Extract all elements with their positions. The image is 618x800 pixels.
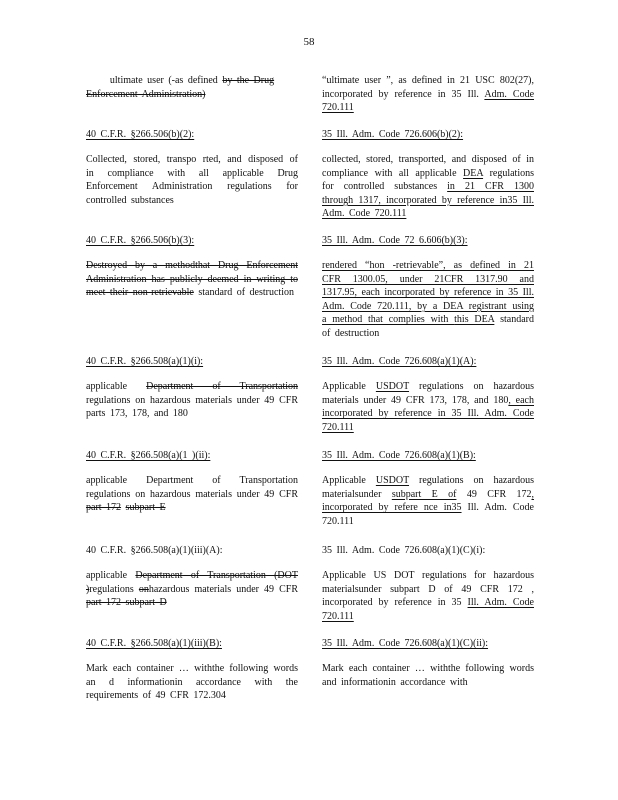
row-3-left-heading: 40 C.F.R. §266.508(a)(1)(i): bbox=[86, 356, 204, 367]
text-segment: Applicable bbox=[322, 475, 376, 486]
row-2-left-text bbox=[86, 259, 298, 300]
row-1-right-heading: 35 Ill. Adm. Code 726.606(b)(2): bbox=[322, 129, 464, 140]
row-2-right-heading: 35 Ill. Adm. Code 72 6.606(b)(3): bbox=[322, 235, 468, 246]
inserted-text: Ill. Adm. Code 720.111 bbox=[322, 597, 534, 622]
row-6-right-heading: 35 Ill. Adm. Code 726.608(a)(1)(C)(ii): bbox=[322, 638, 489, 649]
inserted-text: subpart E of bbox=[391, 488, 457, 500]
deleted-text: Destroyed by a methodthat Drug Enforcement Administration has publicly deemed in writing to meet their non-retrievable bbox=[86, 260, 298, 298]
deleted-text: subpart E bbox=[125, 502, 166, 513]
deleted-text: Department of Transportation (DOT ) bbox=[86, 570, 298, 595]
row-4-right-heading: 35 Ill. Adm. Code 726.608(a)(1)(B): bbox=[322, 450, 476, 461]
inserted-text: Adm. Code 720.111 bbox=[322, 88, 535, 113]
inserted-text: this DEA bbox=[454, 314, 495, 325]
text-segment: Mark each container … withthe following words an d informationin accordance with the requirements of 49 CFR 172.304 bbox=[86, 663, 298, 701]
text-segment: regulations on hazardous materials under 49 CFR parts 173, 178, and 180 bbox=[86, 394, 298, 419]
row-2-right-text bbox=[322, 259, 534, 340]
text-segment: “ultimate user ”, as defined in 21 USC 802(27), incorporated by reference in 35 Ill. bbox=[322, 75, 534, 100]
text-segment: applicable bbox=[86, 381, 147, 392]
text-segment: Collected, stored, transpo rted, and disposed of in compliance with all applicable Drug Enforcement Administration regulations for controlled substances bbox=[86, 154, 298, 206]
row-6-left-heading: 40 C.F.R. §266.508(a)(1)(iii)(B): bbox=[86, 638, 222, 649]
text-segment: Applicable US DOT regulations for hazardous materialsunder subpart D of 49 CFR 172 , incorporated by reference in 35 bbox=[322, 570, 534, 608]
inserted-text: , each incorporated by reference in 35 Ill. Adm. Code 720.111 bbox=[322, 394, 534, 433]
row-5-right-text bbox=[322, 569, 534, 623]
row-1-right-text bbox=[322, 153, 534, 221]
row-5-left-heading: 40 C.F.R. §266.508(a)(1)(iii)(A): bbox=[86, 545, 223, 556]
deleted-text: by the Drug Enforcement Administration) bbox=[86, 75, 275, 100]
row-5-left-text bbox=[86, 569, 298, 610]
inserted-text: rendered “hon -retrievable”, as defined in 21 CFR 1300.05, under 21CFR 1317.90 and 1317.95, each incorporated by reference in 35 Ill. Adm. Code 720.111, by a DEA registrant using a method that complies with bbox=[322, 260, 534, 325]
deleted-text: Department of Transportation bbox=[146, 381, 299, 392]
row-2-left-heading: 40 C.F.R. §266.506(b)(3): bbox=[86, 235, 195, 246]
inserted-text: DEA bbox=[463, 167, 484, 179]
text-segment: collected, stored, transported, and disposed of in compliance with all applicable bbox=[322, 154, 534, 179]
row-5-right-heading: 35 Ill. Adm. Code 726.608(a)(1)(C)(i): bbox=[322, 545, 486, 556]
text-segment: Applicable bbox=[322, 381, 376, 392]
row-0-left-text bbox=[86, 74, 298, 101]
row-3-right-text bbox=[322, 380, 534, 434]
text-segment: Mark each container … withthe following words and informationin accordance with bbox=[322, 663, 534, 688]
text-segment: standard of destruction bbox=[322, 314, 534, 339]
inserted-text: in 21 CFR 1300 through 1317, incorporated by reference in35 Ill. Adm. Code 720.111 bbox=[322, 181, 534, 219]
row-1-left-heading: 40 C.F.R. §266.506(b)(2): bbox=[86, 129, 195, 140]
row-4-left-text bbox=[86, 474, 298, 515]
row-3-right-heading: 35 Ill. Adm. Code 726.608(a)(1)(A): bbox=[322, 356, 477, 367]
text-segment: regulations for controlled substances bbox=[322, 167, 535, 192]
text-segment: hazardous materials under 49 CFR bbox=[148, 583, 299, 595]
page-number: 58 bbox=[303, 36, 315, 48]
text-segment: regulations bbox=[89, 583, 139, 595]
inserted-text: , incorporated by refere nce in35 bbox=[322, 488, 534, 513]
row-3-left-text bbox=[86, 380, 298, 421]
row-6-left-text bbox=[86, 662, 298, 703]
deleted-text: part 172 subpart D bbox=[86, 597, 167, 608]
text-segment: applicable Department of Transportation regulations on hazardous materials under 49 CFR bbox=[86, 475, 298, 500]
row-1-left-text bbox=[86, 153, 298, 207]
text-segment: Ill. Adm. Code 720.111 bbox=[322, 502, 534, 527]
row-4-left-heading: 40 C.F.R. §266.508(a)(1 )(ii): bbox=[86, 450, 211, 461]
text-segment: ultimate user (-as defined bbox=[109, 75, 223, 86]
text-segment: applicable bbox=[86, 570, 136, 581]
row-4-right-text bbox=[322, 474, 534, 528]
row-6-right-text bbox=[322, 662, 534, 689]
text-segment: regulations on hazardous materials under 49 CFR 173, 178, and 180 bbox=[322, 381, 534, 406]
row-0-right-text bbox=[322, 74, 534, 115]
deleted-text: part 172 bbox=[86, 502, 122, 513]
inserted-text: USDOT bbox=[375, 475, 410, 486]
text-segment: standard of destruction bbox=[193, 287, 294, 298]
text-segment: regulations on hazardous materialsunder bbox=[322, 475, 534, 500]
inserted-text: USDOT bbox=[375, 381, 410, 392]
text-segment: 49 CFR 172 bbox=[456, 488, 532, 500]
deleted-text: on bbox=[138, 583, 149, 595]
